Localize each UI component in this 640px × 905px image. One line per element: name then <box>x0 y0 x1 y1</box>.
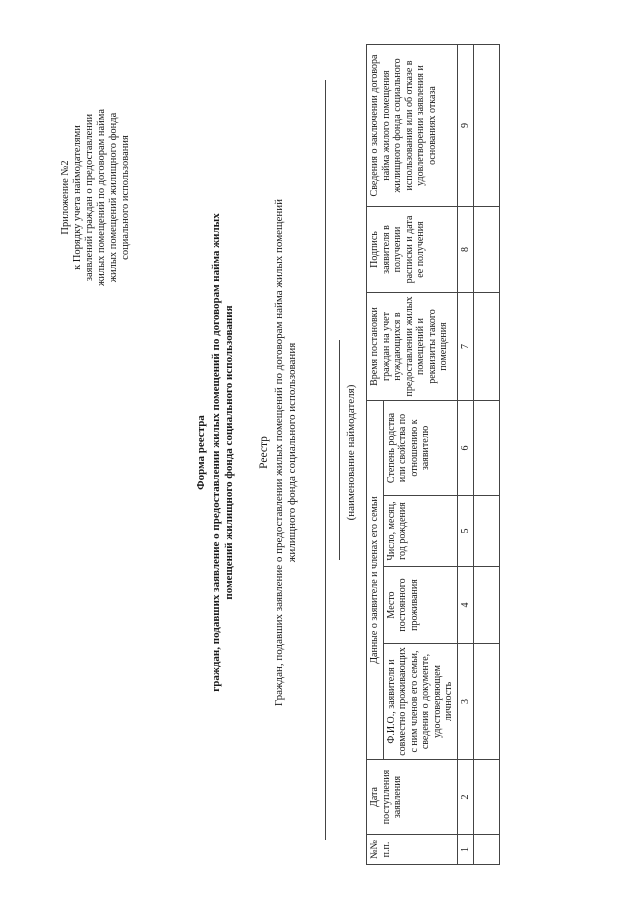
column-number: 3 <box>457 644 474 760</box>
header-registration-time: Время постановки граждан на учет нуждающихся в предоставлении жилых помещений и реквизиты такого помещения <box>367 293 458 401</box>
header-residence: Место постоянного проживания <box>383 567 457 644</box>
header-contract-info: Сведения о заключении договора найма жилого помещения жилищного фонда социального использования или об отказе в удовлетворении заявления и основаниях отказа <box>367 45 458 207</box>
registry-title: Реестр <box>258 436 270 469</box>
registry-subtitle <box>273 170 298 735</box>
table-header-row <box>367 45 384 865</box>
header-birth-date: Число, месяц, год рождения <box>383 496 457 567</box>
registry-subtitle-line: Граждан, подавших заявление о предоставлении жилых помещений по договорам найма жилых помещений <box>273 198 285 707</box>
header-applicant-signature: Подпись заявителя в получении расписки и дата ее получения <box>367 207 458 293</box>
header-row-number: №№ п.п. <box>367 835 458 865</box>
employer-caption: (наименование наймодателя) <box>345 384 357 521</box>
empty-cell <box>474 293 500 401</box>
form-subtitle-line: помещений жилищного фонда социального использования <box>222 305 235 600</box>
column-number: 5 <box>457 496 474 567</box>
appendix-reference-line: к Порядку учета наймодателями <box>72 125 83 270</box>
empty-cell <box>474 401 500 496</box>
divider-line <box>325 80 326 840</box>
header-kinship: Степень родства или свойства по отношению к заявителю <box>383 401 457 496</box>
empty-cell <box>474 644 500 760</box>
appendix-block <box>60 35 132 360</box>
empty-cell <box>474 45 500 207</box>
column-number: 1 <box>457 835 474 865</box>
column-number: 4 <box>457 567 474 644</box>
column-number: 2 <box>457 760 474 835</box>
column-number: 6 <box>457 401 474 496</box>
registry-table <box>366 44 500 865</box>
appendix-reference-line: жилых помещений по договорам найма <box>96 108 107 287</box>
empty-cell <box>474 207 500 293</box>
header-full-name: Ф.И.О., заявителя и совместно проживающих с ним членов его семьи, сведения о документе, удостоверяющем личность <box>383 644 457 760</box>
column-number-row <box>457 45 474 865</box>
form-subtitle <box>210 170 235 735</box>
form-title: Форма реестра <box>195 415 207 490</box>
header-application-date: Дата поступления заявления <box>367 760 458 835</box>
appendix-number: Приложение №2 <box>60 160 71 235</box>
empty-cell <box>474 496 500 567</box>
empty-cell <box>474 567 500 644</box>
registry-subtitle-line: жилищного фонда социального использования <box>285 342 298 563</box>
header-applicant-group: Данные о заявителе и членах его семьи <box>367 401 384 760</box>
table-row <box>474 45 500 865</box>
appendix-reference-line: заявлений граждан о предоставлении <box>84 113 95 282</box>
appendix-reference-line: социального использования <box>120 135 131 260</box>
column-number: 7 <box>457 293 474 401</box>
empty-cell <box>474 760 500 835</box>
appendix-reference-line: жилых помещений жилищного фонда <box>108 112 119 283</box>
employer-name-line <box>339 340 340 560</box>
form-subtitle-line: граждан, подавших заявление о предоставлении жилых помещений по договорам найма жилых <box>210 213 222 692</box>
column-number: 8 <box>457 207 474 293</box>
empty-cell <box>474 835 500 865</box>
column-number: 9 <box>457 45 474 207</box>
